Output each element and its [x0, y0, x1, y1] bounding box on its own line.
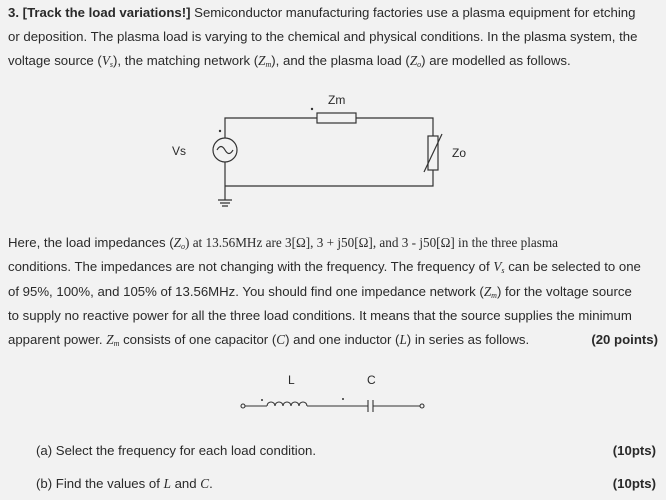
zo-label: Zo [452, 146, 467, 160]
para2-line-2: conditions. The impedances are not changing with the frequency. The frequency of $V_s$ can be selected to one [8, 259, 641, 275]
capacitor-icon [368, 400, 373, 412]
inductor-label: L [288, 373, 295, 387]
part-a-points: (10pts) [612, 443, 656, 458]
inductor-icon [267, 402, 307, 406]
problem-line-2: or deposition. The plasma load is varying to the chemical and physical conditions. In the plasma system, the [8, 29, 638, 44]
capacitor-label: C [367, 373, 376, 387]
part-a: (a) Select the frequency for each load condition. (10pts) [36, 443, 656, 458]
para2-line-4: to supply no reactive power for all the three load conditions. It means that the source supplies the minimum [8, 308, 632, 323]
part-b-points: (10pts) [612, 476, 656, 491]
lc-network-diagram [241, 400, 424, 412]
problem-number: 3. [8, 5, 19, 20]
para2-line-1: Here, the load impedances $(Z_o)$ at 13.56MHz are 3[Ω], 3 + j50[Ω], and 3 - j50[Ω] in the three plasma [8, 235, 559, 251]
zm-resistor [317, 113, 356, 123]
para2-line-3: of 95%, 100%, and 105% of 13.56MHz. You should find one impedance network $(Z_m)$ for the voltage source [8, 284, 632, 300]
zm-label: Zm [328, 93, 346, 107]
problem-text: Semiconductor manufacturing factories use a plasma equipment for etching [194, 5, 636, 20]
para2-line-5: apparent power. $Z_m$ consists of one capacitor (C) and one inductor (L) in series as follows. (20 points) [8, 332, 658, 348]
total-points: (20 points) [591, 332, 658, 347]
problem-line-3: voltage source $(V_s)$, the matching network $(Z_m)$, and the plasma load $(Z_o)$ are modelled as follows. [8, 53, 571, 69]
part-b: (b) Find the values of L and C. (10pts) [36, 476, 656, 491]
vs-label: Vs [172, 144, 187, 158]
problem-title: [Track the load variations!] [22, 5, 191, 20]
